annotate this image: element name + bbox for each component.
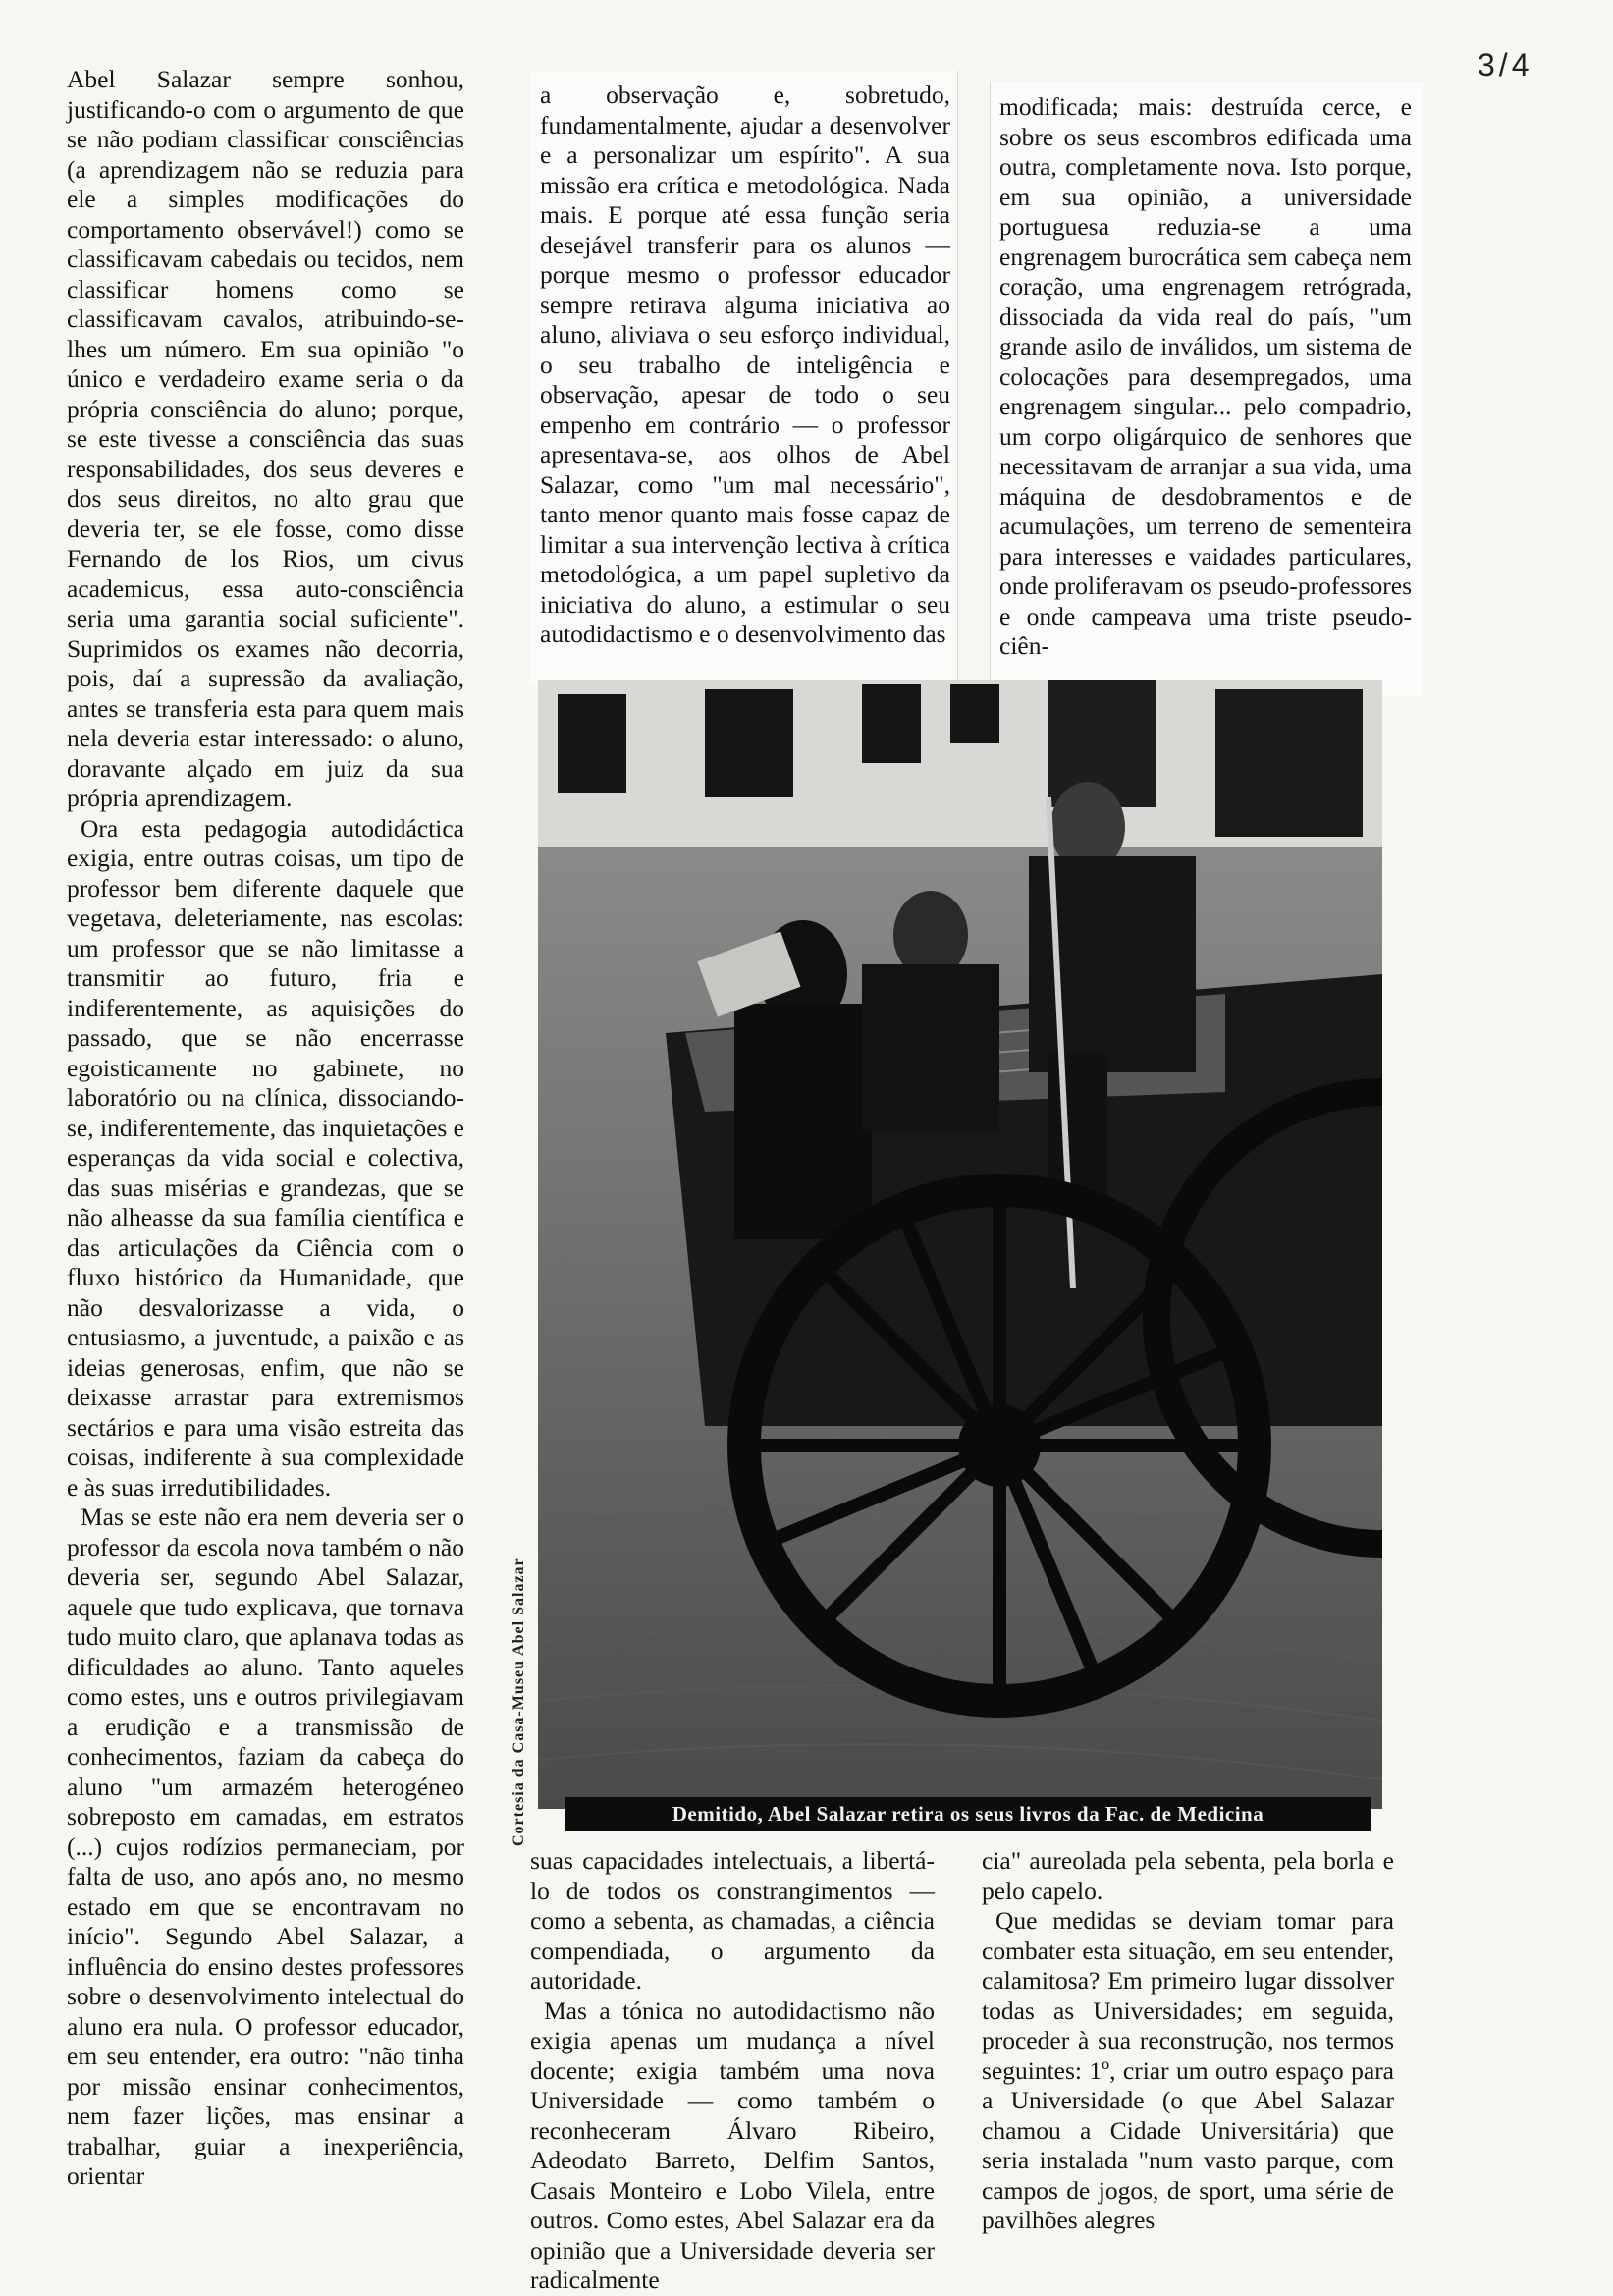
paragraph: cia" aureolada pela sebenta, pela borla e pelo capelo. <box>982 1846 1394 1905</box>
page-number: 3/4 <box>1478 47 1533 82</box>
article-column-5 <box>982 1846 1394 2269</box>
photo-caption: Demitido, Abel Salazar retira os seus livros da Fac. de Medicina <box>565 1797 1371 1831</box>
paragraph: Ora esta pedagogia autodidáctica exigia, entre outras coisas, um tipo de professor bem diferente daquele que vegetava, deleteriamente, nas escolas: um professor que se não limitasse a transmitir ao futuro, fria e indiferentemente, as aquisições do passado, que se não encerrasse egoisticamente no gabinete, no laboratório ou na clínica, dissociando-se, indiferentemente, das inquietações e esperanças da vida social e colectiva, das suas misérias e grandezas, que se não alheasse da sua família científica e das articulações da Ciência com o fluxo histórico da Humanidade, que não desvalorizasse a vida, o entusiasmo, a juventude, a paixão e as ideias generosas, enfim, que não se deixasse arrastar para extremismos sectários e para uma visão estreita das coisas, indiferente à sua complexidade e às suas irredutibilidades. <box>67 813 464 1502</box>
historical-photo <box>538 680 1382 1809</box>
paragraph: suas capacidades intelectuais, a libertá-lo de todos os constrangimentos — como a sebenta, as chamadas, a ciência compendiada, o argumento da autoridade. <box>530 1846 935 1995</box>
photo-credit: Cortesia da Casa-Museu Abel Salazar <box>511 1558 527 1846</box>
article-column-1 <box>67 65 464 2265</box>
paragraph: Mas a tónica no autodidactismo não exigia apenas um mudança a nível docente; exigia também uma nova Universidade — como também o reconheceram Álvaro Ribeiro, Adeodato Barreto, Delfim Santos, Casais Monteiro e Lobo Vilela, entre outros. Como estes, Abel Salazar era da opinião que a Universidade deveria ser radicalmente <box>530 1995 935 2294</box>
paragraph: Que medidas se deviam tomar para combater esta situação, em seu entender, calamitosa? Em primeiro lugar dissolver todas as Universidades; em seguida, proceder à sua reconstrução, nos termos seguintes: 1º, criar um outro espaço para a Universidade (o que Abel Salazar chamou a Cidade Universitária) que seria instalada "num vasto parque, com campos de jogos, de sport, uma série de pavilhões alegres <box>982 1906 1394 2234</box>
article-column-4 <box>530 1846 935 2294</box>
paragraph: Mas se este não era nem deveria ser o professor da escola nova também o não deveria ser, segundo Abel Salazar, aquele que tudo explicava, que tornava tudo muito claro, que aplanava todas as dificuldades ao aluno. Tanto aqueles como estes, uns e outros privilegiavam a erudição e a transmissão de conhecimentos, faziam da cabeça do aluno "um armazém heterogéneo sobreposto em camadas, em estratos (...) cujos rodízios permaneciam, por falta de uso, ano após ano, no mesmo estado em que se encontravam no início". Segundo Abel Salazar, a influência do ensino destes professores sobre o desenvolvimento intelectual do aluno era nula. O professor educador, em seu entender, era outro: "não tinha por missão ensinar conhecimentos, nem fazer lições, mas ensinar a trabalhar, guiar a inexperiência, orientar <box>67 1503 464 2190</box>
article-column-2 <box>540 81 950 675</box>
paragraph: Abel Salazar sempre sonhou, justificando-o com o argumento de que se não podiam classificar consciências (a aprendizagem não se reduzia para ele a simples modificações do comportamento observável!) como se classificavam cabedais ou tecidos, nem classificar homens como se classificavam cavalos, atribuindo-se-lhes um número. Em sua opinião "o único e verdadeiro exame seria o da própria consciência do aluno; porque, se este tivesse a consciência das suas responsabilidades, dos seus deveres e dos seus direitos, no alto grau que deveria ter, se ele fosse, como disse Fernando de los Rios, um civus academicus, essa auto-consciência seria uma garantia social suficiente". Suprimidos os exames não decorria, pois, daí a supressão da avaliação, antes se transferia esta para quem mais nela deveria estar interessado: o aluno, doravante alçado em juiz da sua própria aprendizagem. <box>67 65 464 812</box>
paragraph: modificada; mais: destruída cerce, e sobre os seus escombros edificada uma outra, completamente nova. Isto porque, em sua opinião, a universidade portuguesa reduzia-se a uma engrenagem burocrática sem cabeça nem coração, uma engrenagem retrógrada, dissociada da vida real do país, "um grande asilo de inválidos, um sistema de colocações para desempregados, uma engrenagem singular... pelo compadrio, um corpo oligárquico de senhores que necessitavam de arranjar a sua vida, uma máquina de desdobramentos e de acumulações, um terreno de sementeira para interesses e vaidades particulares, onde proliferavam os pseudo-professores e onde campeava uma triste pseudo-ciên- <box>999 92 1412 660</box>
paragraph: a observação e, sobretudo, fundamentalmente, ajudar a desenvolver e a personalizar um espírito". A sua missão era crítica e metodológica. Nada mais. E porque até essa função seria desejável transferir para os alunos — porque mesmo o professor educador sempre retirava alguma iniciativa ao aluno, aliviava o seu esforço individual, o seu trabalho de inteligência e observação, apesar de todo o seu empenho em contrário — o professor apresentava-se, aos olhos de Abel Salazar, como "um mal necessário", tanto menor quanto mais fosse capaz de limitar a sua intervenção lectiva à crítica metodológica, a um papel supletivo da iniciativa do aluno, a estimular o seu autodidactismo e o desenvolvimento das <box>540 81 950 648</box>
article-column-3 <box>999 92 1412 686</box>
